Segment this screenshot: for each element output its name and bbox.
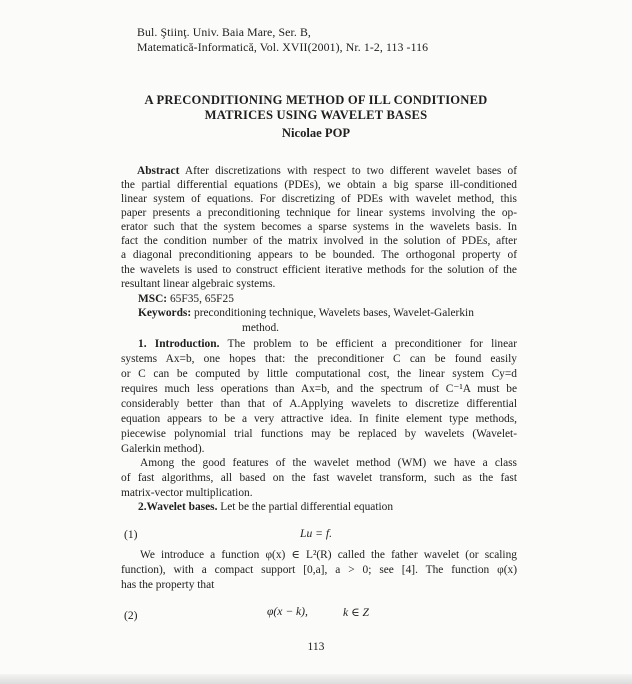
journal-header-line1: Bul. Ştiinţ. Univ. Baia Mare, Ser. B, [137,25,311,39]
section1-line: requires much less operations than Ax=b, and the spectrum of C⁻¹A must be [121,383,517,395]
equation-1: Lu = f. [300,527,332,540]
equation-2-right: k ∈ Z [343,606,369,619]
section2-line: We introduce a function φ(x) ∈ L²(R) called the father wavelet (or scaling [140,549,517,561]
equation-number-2: (2) [124,609,138,622]
section2-line: function), with a compact support [0,a], a > 0; see [4]. The function φ(x) [121,564,517,576]
abstract-line: Abstract After discretizations with respect to two different wavelet bases of [121,164,517,178]
paper-title-line1: A PRECONDITIONING METHOD OF ILL CONDITIONED [144,93,488,107]
abstract-line: resultant linear algebraic systems. [121,278,276,290]
keywords-label: Keywords: [138,307,192,319]
scan-edge [0,674,632,684]
section1-line: or C can be computed by little computational cost, the linear system Cy=d [121,368,517,380]
abstract-line: the wavelets is used to construct efficient iterative methods for the solution of the [121,264,517,276]
page-number: 113 [307,640,325,653]
journal-header-line2: Matematică-Informatică, Vol. XVII(2001), Nr. 1-2, 113 -116 [137,40,429,54]
section1-line: systems Ax=b, one hopes that: the preconditioner C can be found easily [121,353,517,365]
msc-label: MSC: [138,293,168,305]
msc-value: 65F35, 65F25 [169,293,234,305]
section1-line: considerably better than that of A.Applying wavelets to discretize differential [121,398,517,410]
abstract-line: fact the condition number of the matrix involved in the solution of PDEs, after [121,235,517,247]
abstract-label: Abstract [137,165,180,177]
section1-para2-line: matrix-vector multiplication. [121,487,253,499]
section2-first-line: 2.Wavelet bases. Let be the partial differential equation [121,500,517,514]
section1-line: piecewise polynomial trial functions may be replaced by wavelets (Wavelet- [121,428,517,440]
equation-number-1: (1) [124,528,138,541]
abstract-line: linear system of equations. For discretizing of PDEs with wavelet method, this [121,193,517,205]
abstract-line: paper presents a preconditioning technique for linear systems involving the op- [121,207,517,219]
section1-heading: 1. Introduction. [138,338,220,350]
section1-para2-line: Among the good features of the wavelet method (WM) we have a class [140,457,517,469]
author-name: Nicolae POP [281,126,351,140]
section1-para2-line: of fast algorithms, all based on the fast wavelet transform, such as the fast [121,472,517,484]
abstract-line: a diagonal preconditioning appears to be bounded. The orthogonal property of [121,249,517,261]
equation-2-left: φ(x − k), [267,605,308,618]
section1-first-line: 1. Introduction. The problem to be efficient a preconditioner for linear [121,337,517,351]
abstract-line: the partial differential equations (PDEs), we obtain a big sparse ill-conditioned [121,179,517,191]
section1-line: Galerkin method). [121,443,205,455]
section2-line: has the property that [121,579,215,591]
msc-line [121,292,517,306]
keywords-line [121,306,517,320]
keywords-value: preconditioning technique, Wavelets bases, Wavelet-Galerkin [194,307,474,319]
section1-line: equation appears to be a very attractive idea. In finite element type methods, [121,413,517,425]
abstract-line: erator such that the system becomes a sparse systems in the wavelets basis. In [121,221,517,233]
keywords-value-cont: method. [242,322,280,334]
paper-title-line2: MATRICES USING WAVELET BASES [204,108,428,122]
section2-heading: 2.Wavelet bases. [138,501,218,513]
